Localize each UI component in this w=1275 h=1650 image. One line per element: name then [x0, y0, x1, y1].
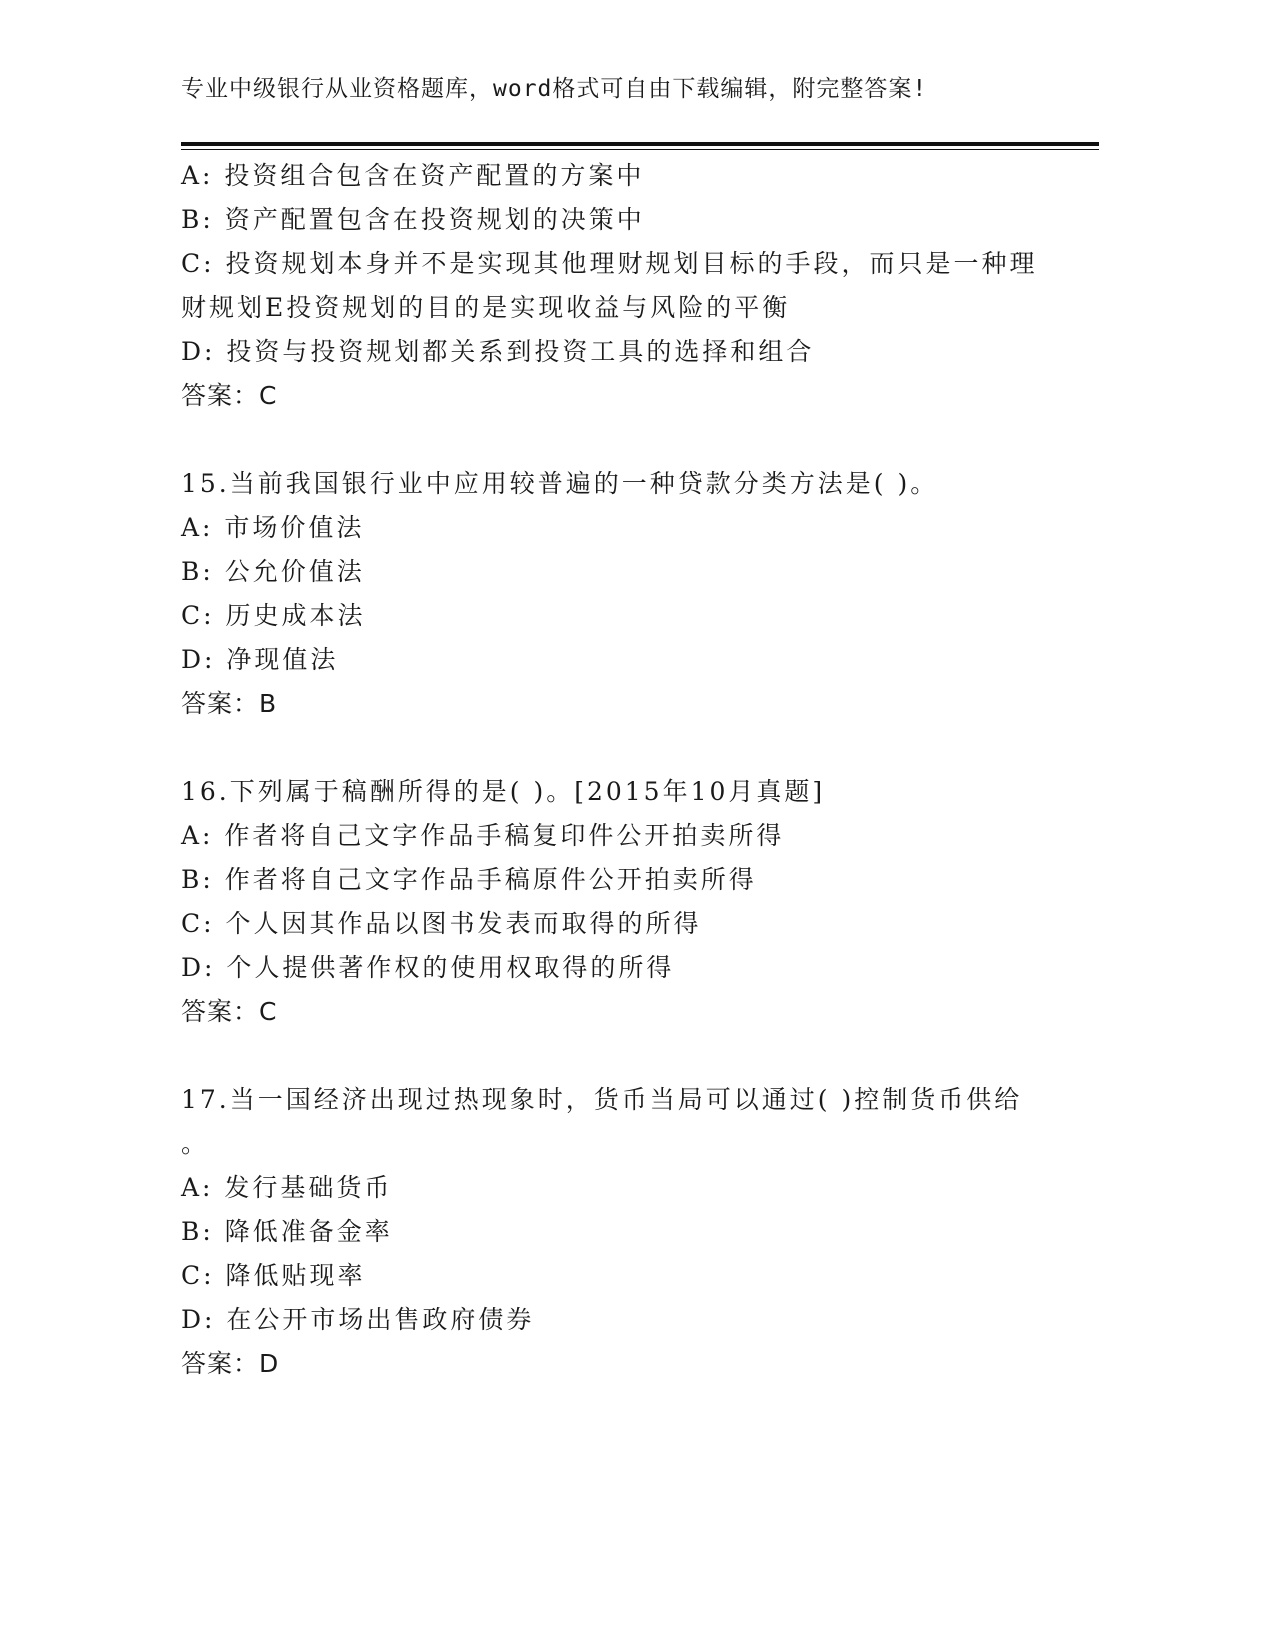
- page-header: 专业中级银行从业资格题库，word格式可自由下载编辑，附完整答案!: [181, 76, 928, 102]
- q16-option-a: A: 作者将自己文字作品手稿复印件公开拍卖所得: [181, 821, 785, 850]
- q16-option-b: B: 作者将自己文字作品手稿原件公开拍卖所得: [181, 865, 757, 894]
- q16-option-d: D: 个人提供著作权的使用权取得的所得: [181, 953, 675, 982]
- question-14-block: [181, 154, 1081, 418]
- q16-answer: 答案：C: [181, 997, 278, 1026]
- header-rule-thick: [181, 142, 1099, 146]
- q17-answer: 答案：D: [181, 1349, 280, 1378]
- q16-question: 16.下列属于稿酬所得的是( )。[2015年10月真题]: [181, 777, 826, 806]
- q15-option-d: D: 净现值法: [181, 645, 339, 674]
- q15-question: 15.当前我国银行业中应用较普遍的一种贷款分类方法是( )。: [181, 469, 939, 498]
- spacer: [181, 726, 1081, 770]
- q14-option-c: C: 投资规划本身并不是实现其他理财规划目标的手段，而只是一种理: [181, 249, 1038, 278]
- q17-option-b: B: 降低准备金率: [181, 1217, 393, 1246]
- question-17-block: [181, 1078, 1081, 1386]
- q16-option-c: C: 个人因其作品以图书发表而取得的所得: [181, 909, 702, 938]
- spacer: [181, 1034, 1081, 1078]
- q17-option-d: D: 在公开市场出售政府债券: [181, 1305, 535, 1334]
- q15-option-b: B: 公允价值法: [181, 557, 365, 586]
- q15-answer: 答案：B: [181, 689, 278, 718]
- q14-answer: 答案：C: [181, 381, 278, 410]
- q15-option-a: A: 市场价值法: [181, 513, 365, 542]
- q14-option-c-cont: 财规划E投资规划的目的是实现收益与风险的平衡: [181, 293, 791, 322]
- spacer: [181, 418, 1081, 462]
- q17-option-c: C: 降低贴现率: [181, 1261, 366, 1290]
- header-rule-thin: [181, 149, 1099, 150]
- q14-option-d: D: 投资与投资规划都关系到投资工具的选择和组合: [181, 337, 815, 366]
- q17-question-cont: 。: [181, 1129, 210, 1158]
- q14-option-a: A: 投资组合包含在资产配置的方案中: [181, 161, 645, 190]
- question-content: [181, 154, 1081, 1386]
- question-15-block: [181, 462, 1081, 726]
- q15-option-c: C: 历史成本法: [181, 601, 366, 630]
- q14-option-b: B: 资产配置包含在投资规划的决策中: [181, 205, 645, 234]
- q17-option-a: A: 发行基础货币: [181, 1173, 393, 1202]
- question-16-block: [181, 770, 1081, 1034]
- q17-question: 17.当一国经济出现过热现象时，货币当局可以通过( )控制货币供给: [181, 1085, 1023, 1114]
